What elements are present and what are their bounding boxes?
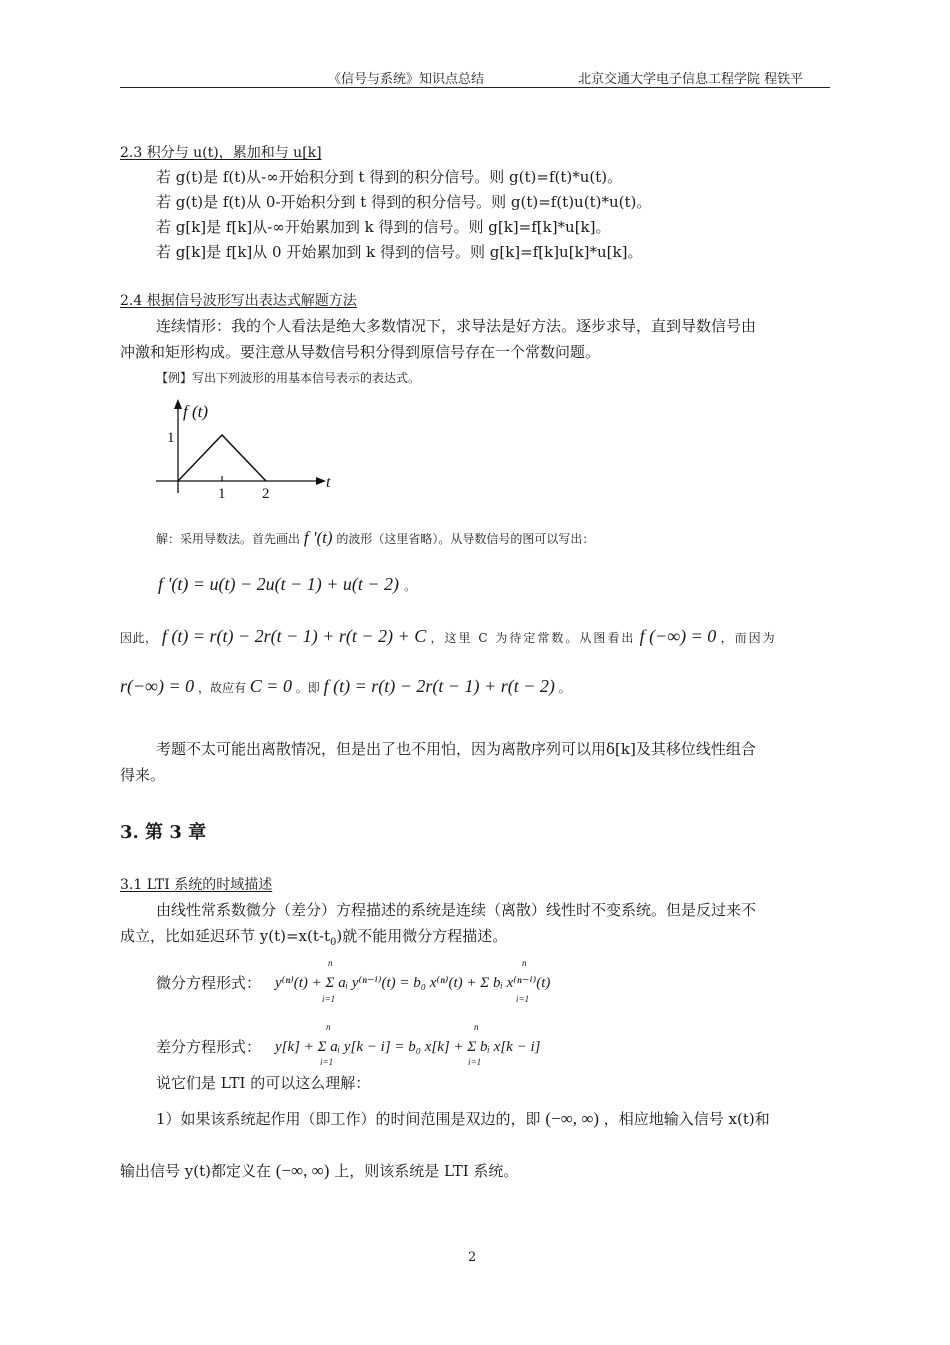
section-title-2-3: 2.3 积分与 u(t)，累加和与 u[k] [120, 145, 322, 161]
item1-text-b: ，相应地输入信号 x(t)和 [603, 1110, 770, 1128]
diff-eq-body: y⁽ⁿ⁾(t) + Σ aᵢ y⁽ⁿ⁻ⁱ⁾(t) = b₀ x⁽ⁿ⁾(t) + Σ bᵢ x⁽ⁿ⁻ⁱ⁾(t) [275, 975, 551, 991]
diff-sum2-bottom: i=1 [516, 994, 530, 1004]
diff-eq [275, 972, 550, 992]
sec24-para1-line1: 连续情形：我的个人看法是绝大多数情况下，求导法是好方法。逐步求导，直到导数信号由 [156, 317, 757, 335]
x-axis-label: t [326, 474, 331, 491]
page-number: 2 [468, 1250, 477, 1265]
waveform-figure [140, 395, 350, 505]
item1-line1 [156, 1108, 770, 1129]
item1-text-a: 1）如果该系统起作用（即工作）的时间范围是双边的，即 [156, 1110, 541, 1128]
constant-line [120, 676, 571, 697]
sec23-line-2: 若 g(t)是 f(t)从 0-开始积分到 t 得到的积分信号。则 g(t)=f(t)u(t)*u(t)。 [156, 193, 652, 211]
equation-c-zero: C = 0 [249, 676, 292, 696]
solution-prefix: 解：采用导数法。首先画出 [156, 532, 301, 546]
solution-fprime: f '(t) [303, 528, 333, 547]
sec23-line-3: 若 g[k]是 f[k]从-∞开始累加到 k 得到的信号。则 g[k]=f[k]*u[k]。 [156, 218, 611, 236]
therefore-end: ，而因为 [720, 631, 777, 645]
discrete-para-line2: 得来。 [120, 766, 166, 784]
item1-line2-text-b: 上，则该系统是 LTI 系统。 [334, 1162, 519, 1180]
constant-text-c: 。 [558, 681, 571, 695]
section-title-3-1: 3.1 LTI 系统的时域描述 [120, 877, 273, 893]
header-right: 北京交通大学电子信息工程学院 程铁平 [578, 72, 804, 87]
y-axis-arrow [174, 399, 182, 409]
constant-text-b: 。即 [295, 681, 320, 695]
discrete-para-line1: 考题不太可能出离散情况，但是出了也不用怕，因为离散序列可以用δ[k]及其移位线性组合 [156, 740, 756, 758]
example-label: 【例】写出下列波形的用基本信号表示的表达式。 [156, 371, 421, 385]
solution-suffix: 的波形（这里省略）。从导数信号的图可以写出： [336, 532, 595, 546]
x-tick-label-1: 1 [218, 486, 226, 502]
sec24-para1-line2: 冲激和矩形构成。要注意从导数信号积分得到原信号存在一个常数问题。 [120, 343, 601, 361]
delay-text-c: )就不能用微分方程描述。 [336, 927, 508, 945]
equation-derivative-end: 。 [404, 579, 417, 593]
equation-r-minus-inf: r(−∞) = 0 [120, 676, 195, 696]
equation-f-minus-inf: f (−∞) = 0 [639, 626, 717, 646]
y-axis-label: f (t) [183, 402, 209, 421]
diffr-eq-label: 差分方程形式： [156, 1038, 262, 1056]
diff-eq-label: 微分方程形式： [156, 974, 262, 992]
equation-ramp-with-c: f (t) = r(t) − 2r(t − 1) + r(t − 2) + C [161, 626, 427, 646]
sec23-line-4: 若 g[k]是 f[k]从 0 开始累加到 k 得到的信号。则 g[k]=f[k]u[k]*u[k]。 [156, 243, 643, 261]
item1-line2-text-a: 输出信号 y(t)都定义在 [120, 1162, 271, 1180]
diffr-sum2-bottom: i=1 [468, 1057, 482, 1067]
waveform-line [178, 435, 266, 481]
diff-sum1-top: n [328, 958, 333, 968]
solution-line [156, 528, 594, 548]
diffr-sum1-top: n [326, 1022, 331, 1032]
x-axis-arrow [316, 477, 326, 485]
item1-line2 [120, 1160, 518, 1181]
y-tick-label-1: 1 [167, 430, 175, 446]
lti-understand: 说它们是 LTI 的可以这么理解： [156, 1074, 371, 1092]
diffr-eq-body: y[k] + Σ aᵢ y[k − i] = b₀ x[k] + Σ bᵢ x[k − i] [275, 1039, 541, 1055]
delay-text-a: 成立，比如延迟环节 y(t)=x(t-t [120, 927, 330, 945]
diffr-sum1-bottom: i=1 [320, 1057, 334, 1067]
diff-sum2-top: n [522, 958, 527, 968]
diffr-eq [275, 1036, 540, 1056]
therefore-prefix: 因此， [120, 631, 158, 645]
therefore-line [120, 626, 777, 647]
item1-interval: (−∞, ∞) [545, 1109, 599, 1128]
sec31-para1-line1: 由线性常系数微分（差分）方程描述的系统是连续（离散）线性时不变系统。但是反过来不 [156, 901, 757, 919]
x-tick-label-2: 2 [262, 486, 270, 502]
section-title-2-4: 2.4 根据信号波形写出表达式解题方法 [120, 293, 357, 309]
sec31-para1-line2 [120, 925, 507, 948]
header-left: 《信号与系统》知识点总结 [328, 72, 485, 87]
sec23-line-1: 若 g(t)是 f(t)从-∞开始积分到 t 得到的积分信号。则 g(t)=f(t)*u(t)。 [156, 168, 623, 186]
delay-subscript: 0 [329, 937, 337, 948]
header-rule [120, 87, 830, 88]
diffr-sum2-top: n [474, 1022, 479, 1032]
equation-derivative [158, 574, 416, 595]
item1-line2-interval: (−∞, ∞) [275, 1161, 330, 1180]
equation-derivative-body: f '(t) = u(t) − 2u(t − 1) + u(t − 2) [158, 574, 400, 594]
constant-text-a: ，故应有 [197, 681, 246, 695]
equation-final: f (t) = r(t) − 2r(t − 1) + r(t − 2) [323, 676, 555, 696]
diff-sum1-bottom: i=1 [322, 994, 336, 1004]
therefore-middle: ，这里 C 为待定常数。从图看出 [430, 631, 636, 645]
chapter-heading: 3. 第 3 章 [120, 822, 207, 843]
